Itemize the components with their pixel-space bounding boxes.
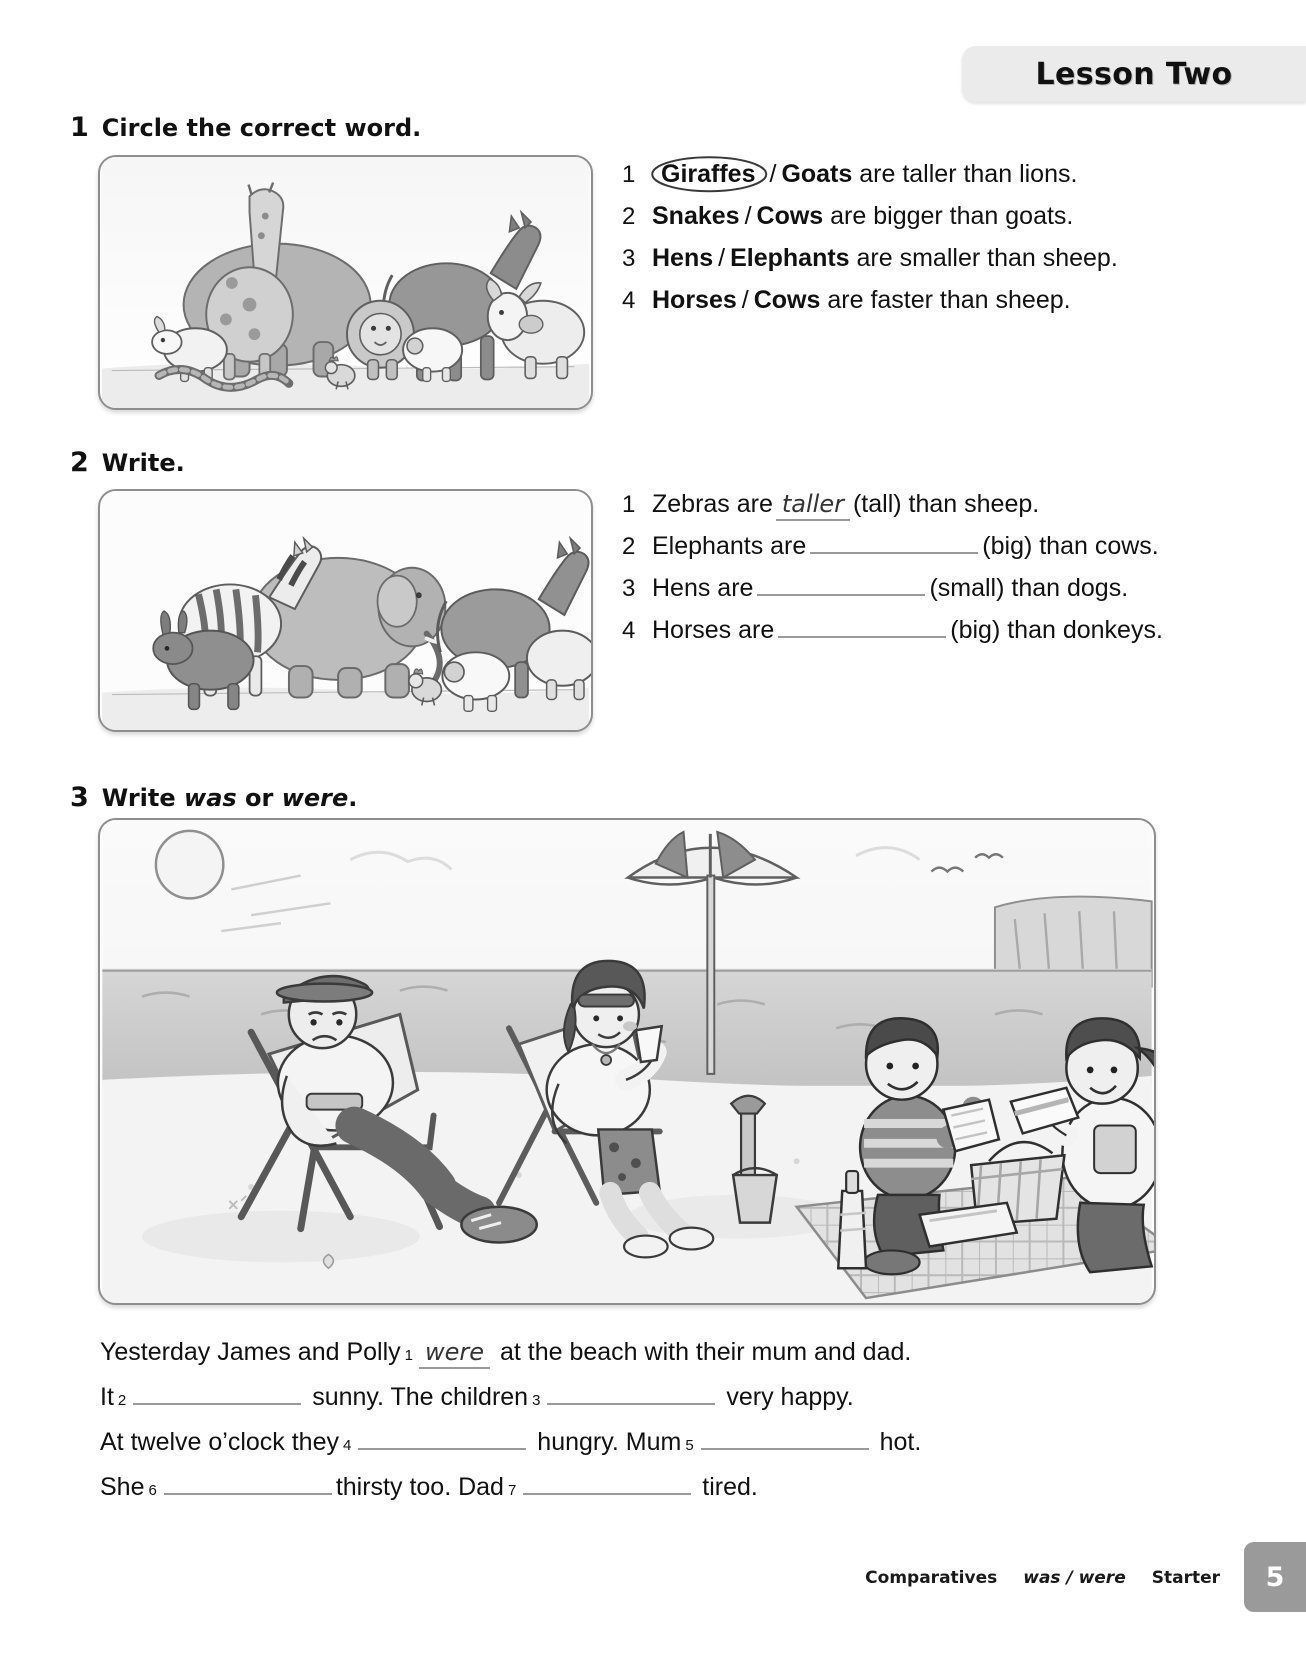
exercise-2-illustration: [98, 489, 593, 732]
choice-a-label: Giraffes: [661, 160, 756, 188]
page-number: 5: [1265, 1561, 1285, 1593]
paragraph-text: tired.: [702, 1473, 758, 1501]
exercise-1-illustration: [98, 155, 593, 410]
paragraph-text: hot.: [879, 1428, 922, 1456]
answer-blank[interactable]: [778, 636, 946, 638]
choice-a-label[interactable]: Hens: [652, 244, 714, 272]
item-tail-text: are faster than sheep.: [827, 286, 1071, 314]
item-number: 1: [622, 491, 636, 518]
answer-blank[interactable]: [164, 1493, 332, 1495]
paragraph-text: It: [100, 1383, 114, 1411]
answer-blank-filled[interactable]: taller: [776, 490, 850, 521]
paragraph-line: [100, 1428, 1180, 1473]
exercise-2-number: 2: [70, 447, 89, 478]
choice-b-label[interactable]: Cows: [753, 286, 821, 314]
exercise-3-instruction-prefix: Write: [101, 784, 176, 812]
blank-number: 2: [117, 1392, 127, 1409]
answer-blank[interactable]: [701, 1448, 869, 1450]
circled-choice[interactable]: [652, 160, 764, 189]
exercise-1-item-list: [622, 160, 1118, 328]
exercise-1-instruction: Circle the correct word.: [101, 114, 422, 142]
exercise-2-item[interactable]: [622, 574, 1163, 616]
blank-number: 4: [343, 1437, 352, 1454]
exercise-1-item[interactable]: [622, 244, 1118, 286]
blank-number: 5: [685, 1437, 694, 1454]
exercise-2-item[interactable]: [622, 532, 1163, 574]
exercise-2-item[interactable]: [622, 616, 1163, 658]
exercise-3-heading: [70, 782, 357, 813]
exercise-2-instruction: Write.: [101, 449, 185, 477]
lesson-tab-label: Lesson Two: [1035, 56, 1233, 92]
lesson-tab: [962, 46, 1306, 102]
blank-number: 1: [404, 1347, 413, 1364]
item-number: 4: [622, 617, 636, 644]
exercise-1-item[interactable]: [622, 202, 1118, 244]
page-number-box: [1244, 1542, 1306, 1612]
choice-separator: /: [769, 160, 777, 188]
item-tail-text: are taller than lions.: [859, 160, 1078, 188]
exercise-1-item[interactable]: [622, 160, 1118, 202]
answer-blank[interactable]: [358, 1448, 526, 1450]
answer-blank[interactable]: [757, 594, 925, 596]
exercise-3-instruction-suffix: .: [348, 784, 358, 812]
footer-grammar: was / were: [1023, 1568, 1126, 1588]
item-lead-text: Zebras are: [652, 490, 773, 518]
paragraph-text: sunny. The children: [312, 1383, 529, 1411]
exercise-3-word-were: were: [281, 784, 349, 812]
exercise-3-illustration: [98, 818, 1156, 1305]
exercise-2-item[interactable]: [622, 490, 1163, 532]
paragraph-line: [100, 1383, 1180, 1428]
item-tail-text: (big) than donkeys.: [950, 616, 1163, 644]
footer-level: Starter: [1151, 1568, 1220, 1588]
paragraph-line: [100, 1473, 1180, 1518]
paragraph-text: At twelve o’clock they: [100, 1428, 339, 1456]
item-tail-text: (tall) than sheep.: [852, 490, 1040, 518]
item-number: 2: [622, 203, 636, 230]
paragraph-line: [100, 1338, 1180, 1383]
paragraph-text: Yesterday James and Polly: [100, 1338, 401, 1366]
item-tail-text: are bigger than goats.: [830, 202, 1074, 230]
choice-a-label[interactable]: Snakes: [652, 202, 740, 230]
choice-a-label[interactable]: Horses: [652, 286, 737, 314]
item-tail-text: (big) than cows.: [982, 532, 1159, 560]
exercise-3-word-was: was: [184, 784, 237, 812]
paragraph-text: hungry. Mum: [537, 1428, 682, 1456]
answer-blank[interactable]: [523, 1493, 691, 1495]
choice-b-label[interactable]: Elephants: [730, 244, 850, 272]
item-lead-text: Hens are: [652, 574, 754, 602]
choice-separator: /: [741, 286, 749, 314]
exercise-1-item[interactable]: [622, 286, 1118, 328]
paragraph-text: at the beach with their mum and dad.: [499, 1338, 912, 1366]
item-lead-text: Horses are: [652, 616, 775, 644]
item-number: 2: [622, 533, 636, 560]
paragraph-text: very happy.: [726, 1383, 854, 1411]
paragraph-text: She: [100, 1473, 145, 1501]
paragraph-text: thirsty too. Dad: [335, 1473, 504, 1501]
item-tail-text: (small) than dogs.: [929, 574, 1129, 602]
item-number: 3: [622, 575, 636, 602]
choice-separator: /: [718, 244, 726, 272]
choice-b-label[interactable]: Cows: [756, 202, 824, 230]
answer-blank[interactable]: [547, 1403, 715, 1405]
exercise-3-paragraph: [100, 1338, 1180, 1518]
blank-number: 7: [507, 1482, 517, 1499]
footer-topic: Comparatives: [865, 1568, 998, 1588]
item-number: 3: [622, 245, 636, 272]
page-footer: [865, 1568, 1246, 1588]
item-tail-text: are smaller than sheep.: [856, 244, 1118, 272]
item-number: 1: [622, 161, 636, 188]
exercise-1-heading: [70, 112, 421, 143]
choice-b-label[interactable]: Goats: [781, 160, 853, 188]
answer-blank-filled[interactable]: were: [419, 1338, 490, 1369]
exercise-3-number: 3: [70, 782, 89, 813]
exercise-3-instruction-mid: or: [245, 784, 274, 812]
exercise-1-number: 1: [70, 112, 89, 143]
exercise-2-heading: [70, 447, 185, 478]
item-lead-text: Elephants are: [652, 532, 807, 560]
answer-blank[interactable]: [810, 552, 978, 554]
item-number: 4: [622, 287, 636, 314]
answer-blank[interactable]: [133, 1403, 301, 1405]
blank-number: 6: [148, 1482, 157, 1499]
blank-number: 3: [532, 1392, 541, 1409]
exercise-2-item-list: [622, 490, 1163, 658]
choice-separator: /: [744, 202, 752, 230]
